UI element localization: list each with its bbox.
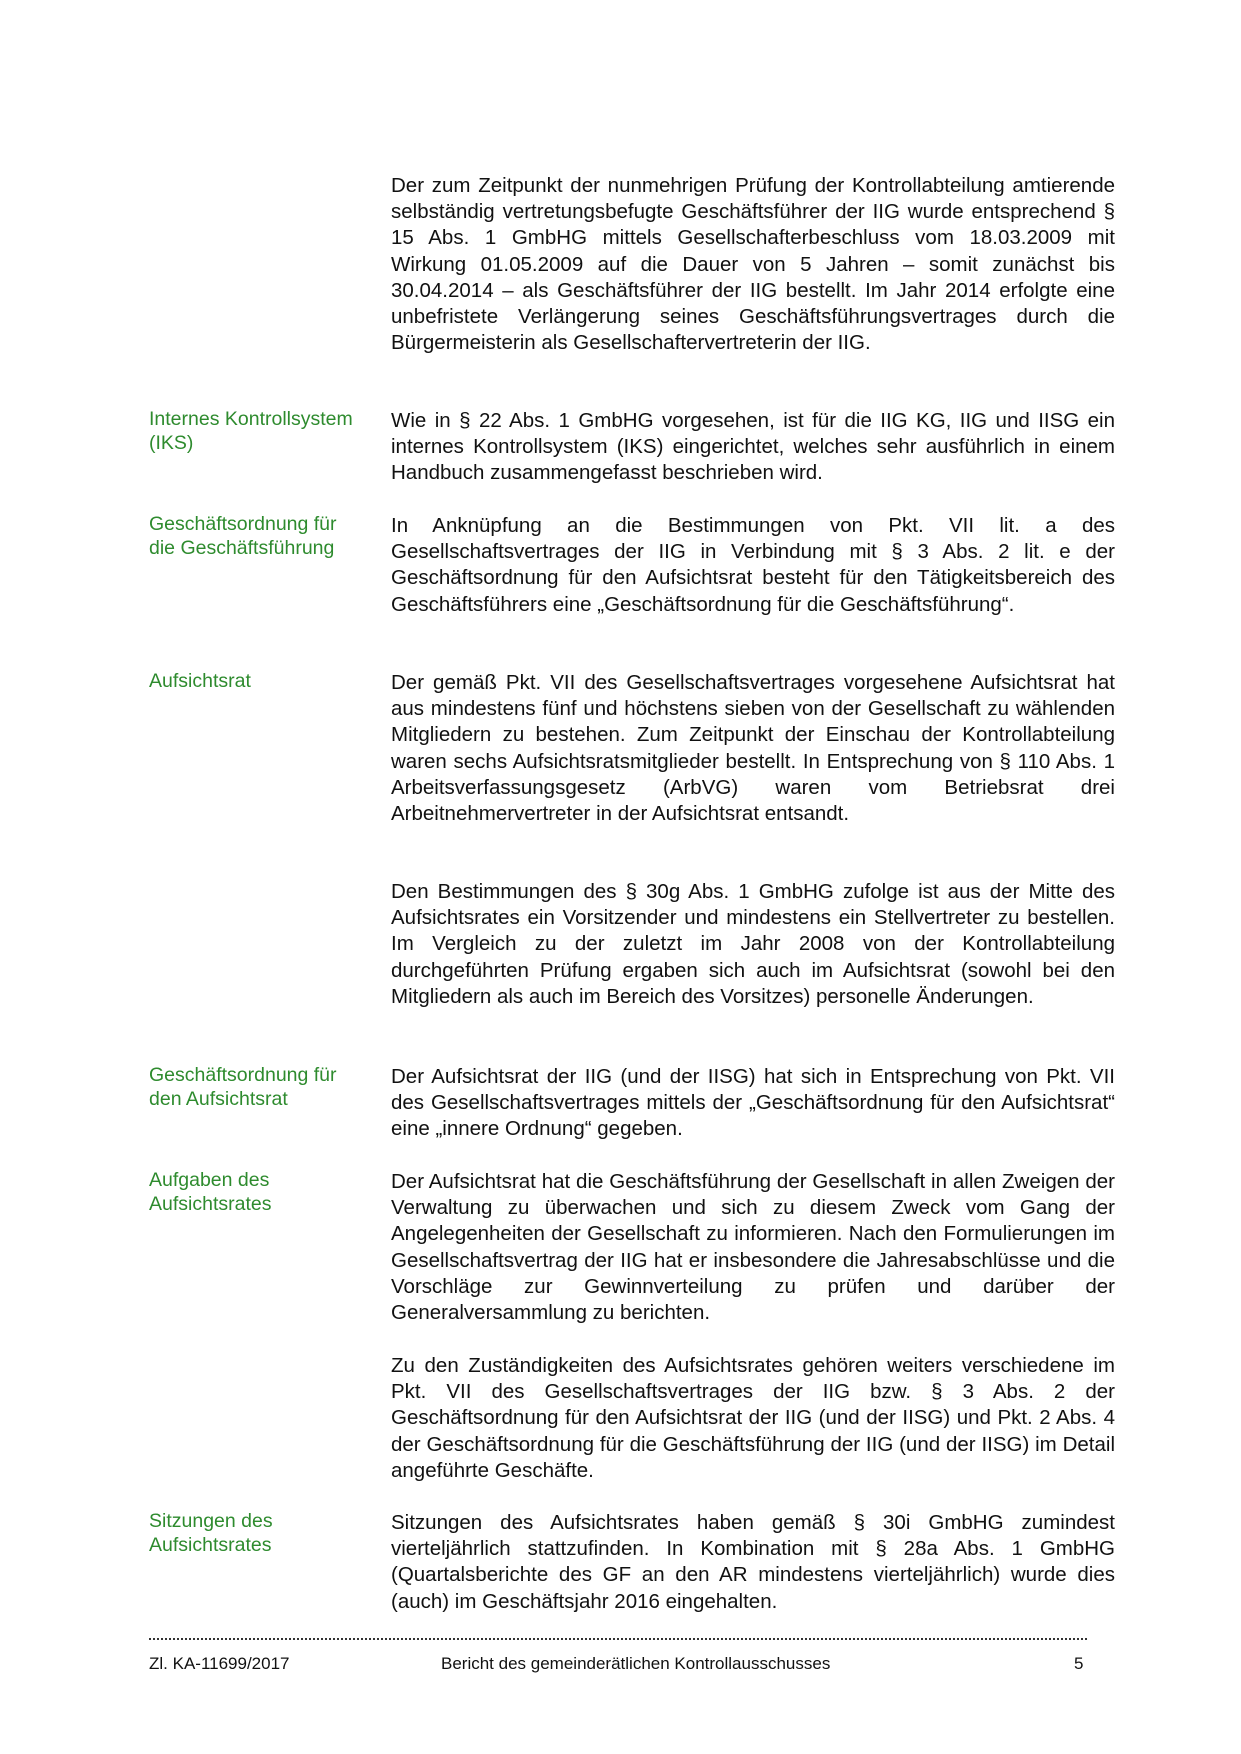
paragraph-geschaeftsfuehrer-bestellung: Der zum Zeitpunkt der nunmehrigen Prüfung der Kontrollabteilung amtierende selbständig vertretungsbefugte Geschäftsführer der IIG wurde entsprechend § 15 Abs. 1 GmbHG mittels Gesellschafterbeschluss vom 18.03.2009 mit Wirkung 01.05.2009 auf die Dauer von 5 Jahren – somit zunächst bis 30.04.2014 – als Geschäftsführer der IIG bestellt. Im Jahr 2014 erfolgte eine unbefristete Verlängerung seines Geschäftsführungsvertrages durch die Bürgermeisterin als Gesellschaftervertreterin der IIG. xyxy=(391,174,1115,355)
paragraph-go-geschaeftsfuehrung: In Anknüpfung an die Bestimmungen von Pkt. VII lit. a des Gesellschaftsvertrages der IIG in Verbindung mit § 3 Abs. 2 lit. e der Geschäftsordnung für den Aufsichtsrat besteht für den Tätigkeitsbereich des Geschäftsführers eine „Geschäftsordnung für die Geschäftsführung“. xyxy=(391,514,1115,616)
footer-title: Bericht des gemeinderätlichen Kontrollausschusses xyxy=(441,1654,831,1673)
margin-heading-aufgaben: Aufgaben des Aufsichtsrates xyxy=(149,1169,272,1215)
paragraph-zustaendigkeiten: Zu den Zuständigkeiten des Aufsichtsrates gehören weiters verschiedene im Pkt. VII des Gesellschaftsvertrages der IIG bzw. § 3 Abs. 2 der Geschäftsordnung für den Aufsichtsrat der IIG (und der IISG) und Pkt. 2 Abs. 4 der Geschäftsordnung für die Geschäftsführung der IIG (und der IISG) im Detail angeführte Geschäfte. xyxy=(391,1354,1115,1482)
paragraph-go-aufsichtsrat: Der Aufsichtsrat der IIG (und der IISG) hat sich in Entsprechung von Pkt. VII des Gesellschaftsvertrages mittels der „Geschäftsordnung für den Aufsichtsrat“ eine „innere Ordnung“ gegeben. xyxy=(391,1065,1115,1141)
paragraph-aufsichtsrat-zusammensetzung: Der gemäß Pkt. VII des Gesellschaftsvertrages vorgesehene Aufsichtsrat hat aus mindestens fünf und höchstens sieben von der Gesellschaft zu wählenden Mitgliedern zu bestehen. Zum Zeitpunkt der Einschau der Kontrollabteilung waren sechs Aufsichtsratsmitglieder bestellt. In Entsprechung von § 110 Abs. 1 Arbeitsverfassungsgesetz (ArbVG) waren vom Betriebsrat drei Arbeitnehmervertreter in der Aufsichtsrat entsandt. xyxy=(391,671,1115,826)
margin-heading-aufsichtsrat: Aufsichtsrat xyxy=(149,670,251,692)
margin-heading-go-geschaeftsfuehrung: Geschäftsordnung für die Geschäftsführung xyxy=(149,513,337,559)
paragraph-aufsichtsrat-vorsitz: Den Bestimmungen des § 30g Abs. 1 GmbHG zufolge ist aus der Mitte des Aufsichtsrates ein Vorsitzender und mindestens ein Stellvertreter zu bestellen. Im Vergleich zu der zuletzt im Jahr 2008 von der Kontrollabteilung durchgeführten Prüfung ergaben sich auch im Aufsichtsrat (sowohl bei den Mitgliedern als auch im Bereich des Vorsitzes) personelle Änderungen. xyxy=(391,880,1115,1008)
page-number: 5 xyxy=(1074,1654,1084,1673)
margin-heading-go-aufsichtsrat: Geschäftsordnung für den Aufsichtsrat xyxy=(149,1064,337,1110)
footer-reference: Zl. KA-11699/2017 xyxy=(149,1654,290,1673)
paragraph-iks: Wie in § 22 Abs. 1 GmbHG vorgesehen, ist für die IIG KG, IIG und IISG ein internes Kontrollsystem (IKS) eingerichtet, welches sehr ausführlich in einem Handbuch zusammengefasst beschrieben wird. xyxy=(391,409,1115,485)
paragraph-aufgaben: Der Aufsichtsrat hat die Geschäftsführung der Gesellschaft in allen Zweigen der Verwaltung zu überwachen und sich zu diesem Zweck vom Gang der Angelegenheiten der Gesellschaft zu informieren. Nach den Formulierungen im Gesellschaftsvertrag der IIG hat er insbesondere die Jahresabschlüsse und die Vorschläge zur Gewinnverteilung zu prüfen und darüber der Generalversammlung zu berichten. xyxy=(391,1170,1115,1325)
paragraph-sitzungen: Sitzungen des Aufsichtsrates haben gemäß § 30i GmbHG zumindest vierteljährlich stattzufinden. In Kombination mit § 28a Abs. 1 GmbHG (Quartalsberichte des GF an den AR mindestens vierteljährlich) wurde dies (auch) im Geschäftsjahr 2016 eingehalten. xyxy=(391,1511,1115,1613)
margin-heading-sitzungen: Sitzungen des Aufsichtsrates xyxy=(149,1510,273,1556)
footer-divider xyxy=(149,1638,1087,1640)
margin-heading-iks: Internes Kontrollsystem (IKS) xyxy=(149,408,353,454)
